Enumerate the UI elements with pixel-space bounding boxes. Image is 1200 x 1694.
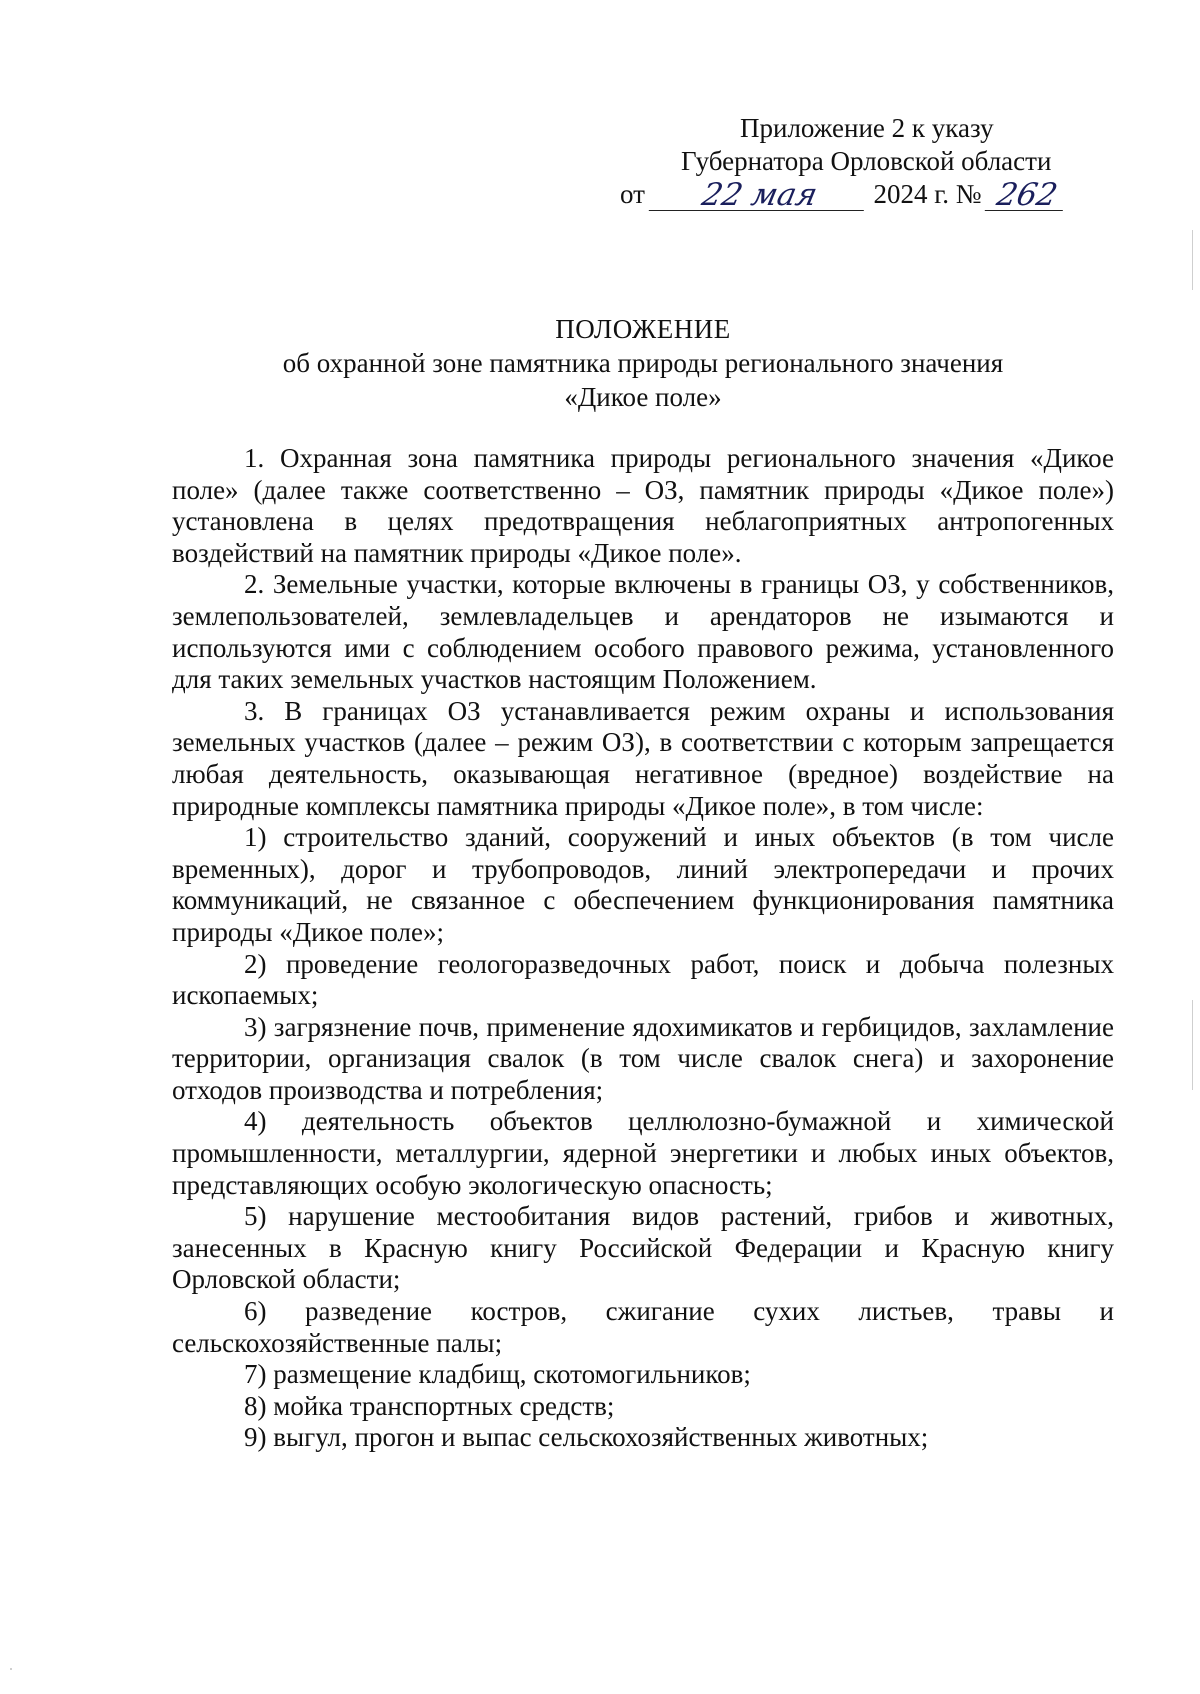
title-subtitle-line2: «Дикое поле»: [564, 382, 722, 412]
list-item: 9) выгул, прогон и выпас сельскохозяйственных животных;: [244, 1422, 929, 1453]
paragraph: 1. Охранная зона памятника природы регионального значения «Дикое поле» (далее также соответственно – ОЗ, памятник природы «Дикое поле») установлена в целях предотвращения неблагоприятных антропогенных воздействий на памятник природы «Дикое поле».: [172, 443, 1114, 568]
scan-edge-mark: [1192, 230, 1193, 290]
title-subtitle-line1: об охранной зоне памятника природы регионального значения: [282, 348, 1004, 378]
document-title: [172, 312, 1114, 414]
list-item: 6) разведение костров, сжигание сухих листьев, травы и сельскохозяйственные палы;: [172, 1296, 1114, 1358]
year-number-label: 2024 г. №: [873, 179, 982, 209]
appendix-date-line: [620, 178, 1100, 211]
scan-speck: [10, 1668, 12, 1670]
list-item: 4) деятельность объектов целлюлозно-бумажной и химической промышленности, металлургии, ядерной энергетики и любых иных объектов, представляющих особую экологическую опасность;: [172, 1106, 1114, 1200]
list-item: 2) проведение геологоразведочных работ, поиск и добыча полезных ископаемых;: [172, 948, 1114, 1011]
list-item: 5) нарушение местообитания видов растений, грибов и животных, занесенных в Красную книгу Российской Федерации и Красную книгу Орловской области;: [172, 1201, 1114, 1295]
paragraph: 3. В границах ОЗ устанавливается режим охраны и использования земельных участков (далее – режим ОЗ), в соответствии с которым запрещается любая деятельность, оказывающая негативное (вредное) воздействие на природные комплексы памятника природы «Дикое поле», в том числе:: [172, 695, 1114, 821]
handwritten-date: 22 мая: [648, 180, 870, 211]
list-item: 3) загрязнение почв, применение ядохимикатов и гербицидов, захламление территории, организация свалок (в том числе свалок снега) и захоронение отходов производства и потребления;: [172, 1011, 1114, 1105]
scan-edge-mark: [1192, 1000, 1193, 1090]
date-prefix: от: [620, 179, 645, 209]
appendix-header: [620, 112, 1100, 211]
appendix-authority: Губернатора Орловской области: [681, 146, 1052, 176]
appendix-line: Приложение 2 к указу: [740, 113, 994, 143]
list-item: 1) строительство зданий, сооружений и иных объектов (в том числе временных), дорог и трубопроводов, линий электропередачи и прочих коммуникаций, не связанное с обеспечением функционирования памятника природы «Дикое поле»;: [172, 822, 1114, 947]
list-item: 7) размещение кладбищ, скотомогильников;: [244, 1359, 751, 1390]
title-main: ПОЛОЖЕНИЕ: [555, 314, 731, 344]
list-item: 8) мойка транспортных средств;: [244, 1390, 615, 1421]
handwritten-number: 262: [985, 180, 1070, 211]
paragraph: 2. Земельные участки, которые включены в границы ОЗ, у собственников, землепользователей, землевладельцев и арендаторов не изымаются и используются ими с соблюдением особого правового режима, установленного для таких земельных участков настоящим Положением.: [172, 569, 1114, 695]
document-body: [172, 443, 1114, 1454]
